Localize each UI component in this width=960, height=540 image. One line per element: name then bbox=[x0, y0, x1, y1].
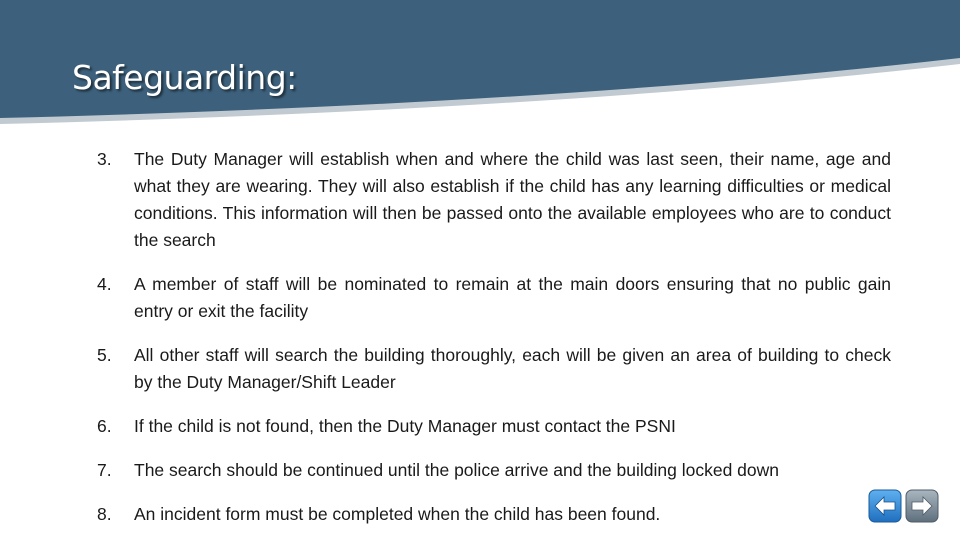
page-title: Safeguarding: bbox=[72, 58, 297, 97]
list-item bbox=[97, 457, 891, 484]
list-item bbox=[97, 271, 891, 325]
list-item bbox=[97, 501, 891, 528]
list-item-number: 6. bbox=[97, 416, 112, 436]
list-item-text: The Duty Manager will establish when and where the child was last seen, their name, age and what they are wearing. They will also establish if the child has any learning difficulties or medical conditions. This information will then be passed onto the available employees who are to conduct the search bbox=[134, 149, 891, 250]
list-item-number: 8. bbox=[97, 504, 112, 524]
next-slide-button[interactable] bbox=[905, 489, 939, 523]
list-item-number: 5. bbox=[97, 345, 112, 365]
list-item-text: If the child is not found, then the Duty Manager must contact the PSNI bbox=[134, 416, 676, 436]
list-item-text: A member of staff will be nominated to remain at the main doors ensuring that no public gain entry or exit the facility bbox=[134, 274, 891, 321]
safeguarding-steps-list bbox=[97, 146, 891, 528]
arrow-left-icon bbox=[868, 489, 902, 523]
list-item-number: 4. bbox=[97, 274, 112, 294]
list-item-number: 7. bbox=[97, 460, 112, 480]
arrow-right-icon bbox=[905, 489, 939, 523]
list-item-text: All other staff will search the building thoroughly, each will be given an area of building to check by the Duty Manager/Shift Leader bbox=[134, 345, 891, 392]
list-item-number: 3. bbox=[97, 149, 112, 169]
list-item-text: The search should be continued until the police arrive and the building locked down bbox=[134, 460, 780, 480]
previous-slide-button[interactable] bbox=[868, 489, 902, 523]
list-item bbox=[97, 146, 891, 254]
list-item-text: An incident form must be completed when the child has been found. bbox=[134, 504, 661, 524]
list-item bbox=[97, 342, 891, 396]
list-item bbox=[97, 413, 891, 440]
